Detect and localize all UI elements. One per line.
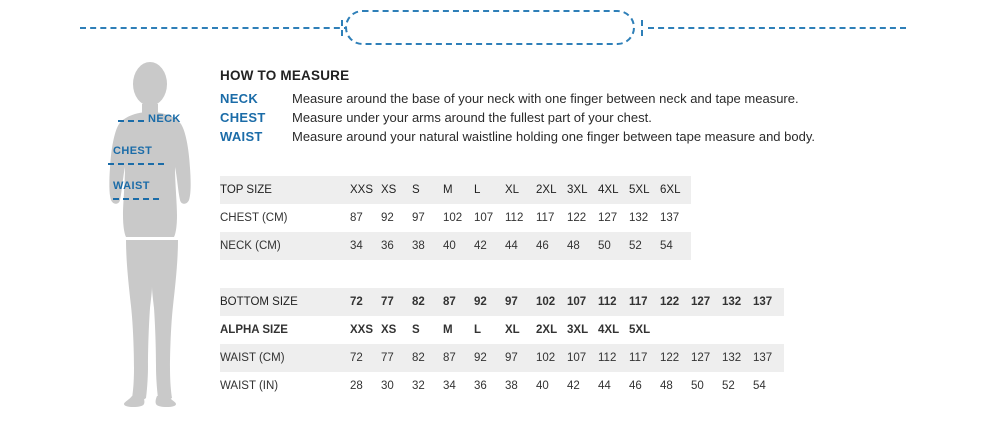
cell: 46	[629, 380, 642, 392]
bottom-size-header-label: BOTTOM SIZE	[220, 296, 298, 308]
cell	[660, 316, 691, 344]
cell: 102	[536, 352, 556, 364]
table-row	[220, 372, 784, 400]
dashed-line-right	[648, 27, 906, 29]
how-to-measure-desc-waist: Measure around your natural waistline holding one finger between tape measure and body.	[292, 129, 815, 144]
how-to-measure-desc-neck: Measure around the base of your neck with one finger between neck and tape measure.	[292, 91, 799, 106]
cell: 50	[598, 240, 611, 252]
cell: XXS	[350, 324, 374, 336]
table-row	[220, 232, 691, 260]
cell: 54	[660, 240, 673, 252]
cell: 46	[536, 240, 549, 252]
cell: 32	[412, 380, 425, 392]
cell: 48	[567, 240, 580, 252]
bottom-size-header-cell: 132	[722, 296, 742, 308]
cell: 52	[629, 240, 642, 252]
cell: 97	[505, 352, 518, 364]
top-size-header-label: TOP SIZE	[220, 184, 272, 196]
cell: 2XL	[536, 324, 558, 336]
cell: 52	[722, 380, 735, 392]
cell: 30	[381, 380, 394, 392]
cell: M	[443, 324, 453, 336]
cell: 137	[660, 212, 680, 224]
cell: XS	[381, 324, 397, 336]
bottom-size-header-cell: 107	[567, 296, 587, 308]
cell: L	[474, 324, 482, 336]
bottom-size-header-cell: 137	[753, 296, 773, 308]
cell: 112	[505, 212, 524, 224]
cell: 132	[629, 212, 649, 224]
bottom-size-table	[220, 288, 784, 400]
cell: 77	[381, 352, 394, 364]
cell: 107	[567, 352, 587, 364]
bottom-size-header-cell: 97	[505, 296, 518, 308]
cell: 50	[691, 380, 704, 392]
dashed-line-left	[80, 27, 350, 29]
how-to-measure-desc-chest: Measure under your arms around the fullest part of your chest.	[292, 110, 652, 125]
cell: 5XL	[629, 324, 651, 336]
bottom-size-header-cell: 72	[350, 296, 363, 308]
cell: 117	[536, 212, 555, 224]
dashed-tick-right	[641, 20, 643, 36]
top-size-header-cell: 3XL	[567, 184, 588, 196]
cell: 34	[443, 380, 456, 392]
bottom-size-header-cell: 92	[474, 296, 487, 308]
cell: 112	[598, 352, 617, 364]
row-label-alpha-size: ALPHA SIZE	[220, 324, 288, 336]
table-row	[220, 316, 784, 344]
cell: 38	[412, 240, 425, 252]
cell: 44	[598, 380, 611, 392]
bottom-size-header-cell: 87	[443, 296, 456, 308]
cell: 117	[629, 352, 648, 364]
cell: 102	[443, 212, 463, 224]
cell: 54	[753, 380, 766, 392]
top-size-header-cell: 2XL	[536, 184, 557, 196]
cell: 87	[350, 212, 363, 224]
neck-measure-dash	[118, 120, 144, 122]
cell: S	[412, 324, 420, 336]
cell: 4XL	[598, 324, 620, 336]
cell: 40	[443, 240, 456, 252]
cell: 122	[567, 212, 587, 224]
top-size-header-cell: XXS	[350, 184, 374, 196]
row-label-waist-in: WAIST (IN)	[220, 380, 279, 392]
cell: 127	[691, 352, 711, 364]
cell: 122	[660, 352, 680, 364]
cell	[691, 316, 722, 344]
how-to-measure-row	[220, 110, 920, 125]
cell: 28	[350, 380, 363, 392]
bottom-size-header-cell: 117	[629, 296, 648, 308]
cell: 38	[505, 380, 518, 392]
top-size-header-cell: 4XL	[598, 184, 619, 196]
chest-measure-dash	[108, 163, 164, 165]
table-row	[220, 204, 691, 232]
how-to-measure-row	[220, 91, 920, 106]
cell: 34	[350, 240, 363, 252]
how-to-measure-title: HOW TO MEASURE	[220, 68, 350, 83]
cell: 3XL	[567, 324, 589, 336]
top-size-header-cell: 5XL	[629, 184, 650, 196]
cell	[753, 316, 784, 344]
dashed-collar-shape	[345, 10, 635, 45]
table-row	[220, 344, 784, 372]
bottom-size-header-cell: 77	[381, 296, 394, 308]
figure-label-waist: WAIST	[113, 180, 150, 192]
cell: 42	[474, 240, 487, 252]
cell: 132	[722, 352, 742, 364]
cell: 36	[474, 380, 487, 392]
cell: 87	[443, 352, 456, 364]
figure-label-chest: CHEST	[113, 145, 153, 157]
cell: 42	[567, 380, 580, 392]
bottom-size-header-cell: 82	[412, 296, 425, 308]
how-to-measure-key-waist: WAIST	[220, 129, 263, 144]
cell: 92	[474, 352, 487, 364]
bottom-size-header-cell: 112	[598, 296, 617, 308]
cell: 72	[350, 352, 363, 364]
row-label-chest-cm: CHEST (CM)	[220, 212, 288, 224]
cell: 48	[660, 380, 673, 392]
cell: 127	[598, 212, 618, 224]
waist-measure-dash	[113, 198, 159, 200]
row-label-waist-cm: WAIST (CM)	[220, 352, 285, 364]
top-size-table	[220, 176, 691, 260]
cell: 97	[412, 212, 425, 224]
cell: 40	[536, 380, 549, 392]
cell	[722, 316, 753, 344]
row-label-neck-cm: NECK (CM)	[220, 240, 281, 252]
figure-label-neck: NECK	[148, 113, 181, 125]
how-to-measure-row	[220, 129, 920, 144]
top-size-header-cell: S	[412, 184, 420, 196]
how-to-measure-section	[220, 68, 920, 148]
how-to-measure-key-chest: CHEST	[220, 110, 266, 125]
top-size-header-cell: M	[443, 184, 453, 196]
cell: 44	[505, 240, 518, 252]
top-size-header-cell: 6XL	[660, 184, 681, 196]
cell: 107	[474, 212, 494, 224]
table-header-row	[220, 176, 691, 204]
bottom-size-header-cell: 122	[660, 296, 680, 308]
how-to-measure-key-neck: NECK	[220, 91, 259, 106]
cell: 82	[412, 352, 425, 364]
top-dashed-decoration	[0, 0, 1000, 60]
top-size-header-cell: L	[474, 184, 481, 196]
cell: 36	[381, 240, 394, 252]
cell: 92	[381, 212, 394, 224]
bottom-size-header-cell: 102	[536, 296, 556, 308]
cell: 137	[753, 352, 773, 364]
cell: XL	[505, 324, 520, 336]
top-size-header-cell: XL	[505, 184, 520, 196]
top-size-header-cell: XS	[381, 184, 397, 196]
dashed-tick-left	[341, 20, 343, 36]
bottom-size-header-cell: 127	[691, 296, 711, 308]
table-header-row	[220, 288, 784, 316]
